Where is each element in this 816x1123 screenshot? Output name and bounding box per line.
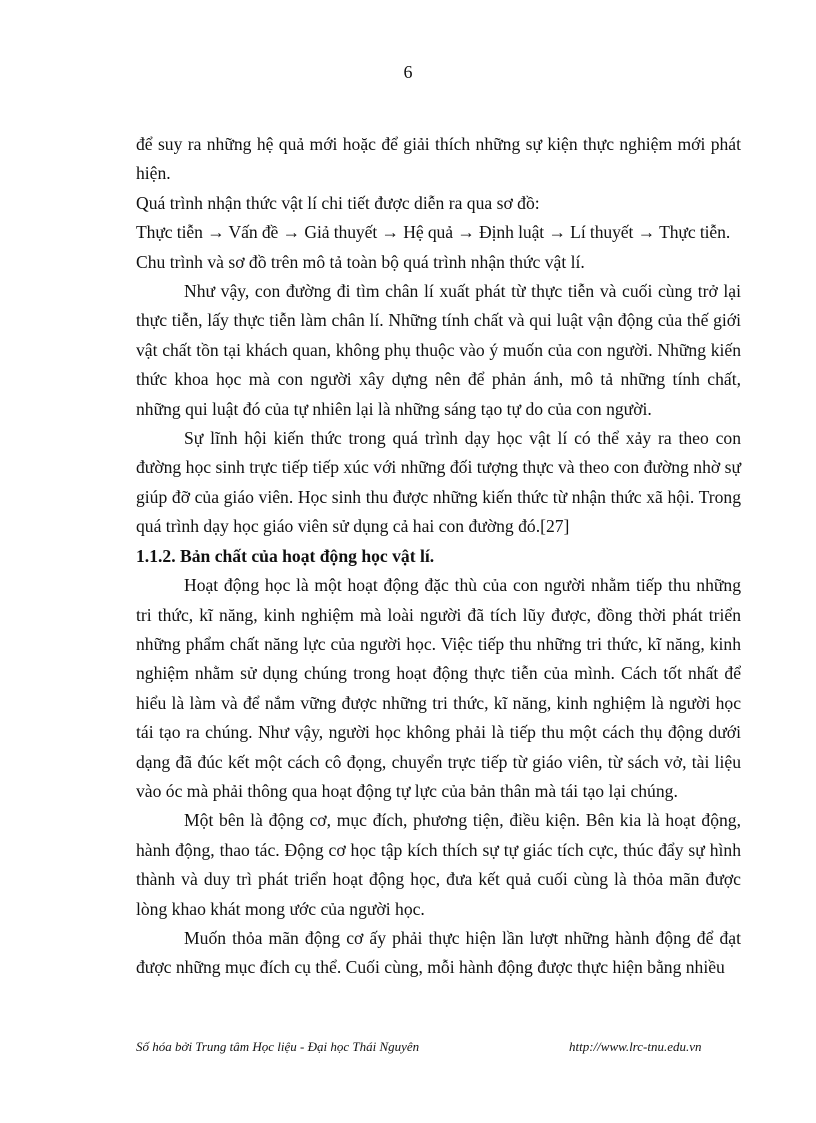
paragraph-continuation: để suy ra những hệ quả mới hoặc để giải thích những sự kiện thực nghiệm mới phát hiện.	[136, 134, 741, 184]
paragraph-knowledge-acquisition: Sự lĩnh hội kiến thức trong quá trình dạy học vật lí có thể xảy ra theo con đường học sinh trực tiếp tiếp xúc với những đối tượng thực và theo con đường nhờ sự giúp đỡ của giáo viên. Học sinh thu được những kiến thức từ nhận thức xã hội. Trong quá trình dạy học giáo viên sử dụng cả hai con đường đó.[27]	[136, 428, 741, 537]
paragraph-actions: Muốn thỏa mãn động cơ ấy phải thực hiện lần lượt những hành động để đạt được những mục đích cụ thể. Cuối cùng, mỗi hành động được thực hiện bằng nhiều	[136, 927, 741, 978]
footer-url: http://www.lrc-tnu.edu.vn	[569, 1039, 702, 1054]
paragraph-cycle-summary: Chu trình và sơ đồ trên mô tả toàn bộ quá trình nhận thức vật lí.	[136, 251, 585, 272]
paragraph-diagram-intro: Quá trình nhận thức vật lí chi tiết được diễn ra qua sơ đồ:	[136, 192, 540, 213]
paragraph-diagram-flow: Thực tiễn → Vấn đề → Giả thuyết → Hệ quả → Định luật → Lí thuyết → Thực tiễn.	[136, 222, 731, 243]
section-heading: 1.1.2. Bản chất của hoạt động học vật lí.	[136, 545, 435, 566]
paragraph-motivation: Một bên là động cơ, mục đích, phương tiện, điều kiện. Bên kia là hoạt động, hành động, thao tác. Động cơ học tập kích thích sự tự giác tích cực, thúc đẩy sự hình thành và duy trì phát triển hoạt động học, đưa kết quả cuối cùng là thỏa mãn được lòng khao khát mong ước của người học.	[136, 810, 741, 919]
paragraph-truth-path: Như vậy, con đường đi tìm chân lí xuất phát từ thực tiễn và cuối cùng trở lại thực tiễn, lấy thực tiễn làm chân lí. Những tính chất và qui luật vận động của thế giới vật chất tồn tại khách quan, không phụ thuộc vào ý muốn của con người. Những kiến thức khoa học mà con người xây dựng nên để phản ánh, mô tả những tính chất, những qui luật đó của tự nhiên lại là những sáng tạo tự do của con người.	[136, 281, 741, 419]
paragraph-learning-activity: Hoạt động học là một hoạt động đặc thù của con người nhằm tiếp thu những tri thức, kĩ năng, kinh nghiệm mà loài người đã tích lũy được, đồng thời phát triển những phẩm chất năng lực của người học. Việc tiếp thu những tri thức, kĩ năng, kinh nghiệm nhằm sử dụng chúng trong hoạt động thực tiễn của mình. Cách tốt nhất để hiểu là làm và để nắm vững được những tri thức, kĩ năng, kinh nghiệm là người học tái tạo ra chúng. Như vậy, người học không phải là tiếp thu một cách thụ động dưới dạng đã đúc kết một cách cô đọng, chuyển trực tiếp từ giáo viên, từ sách vở, tài liệu vào óc mà phải thông qua hoạt động tự lực của bản thân mà tái tạo lại chúng.	[136, 575, 741, 801]
footer-digitization-credit: Số hóa bởi Trung tâm Học liệu - Đại học Thái Nguyên	[136, 1039, 420, 1054]
document-body	[136, 130, 741, 983]
page-number: 6	[403, 62, 413, 82]
